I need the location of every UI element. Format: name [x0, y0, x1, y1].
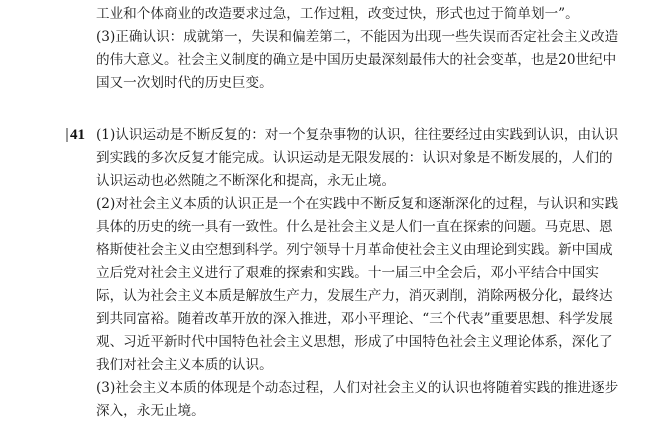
- text-line: (2)对社会主义本质的认识正是一个在实践中不断反复和逐渐深化的过程，与认识和实践: [96, 196, 619, 212]
- text-line: 具体的历史的统一具有一致性。什么是社会主义是人们一直在探索的问题。马克思、恩: [96, 219, 613, 235]
- text-line: (3)正确认识：成就第一，失误和偏差第二，不能因为出现一些失误而否定社会主义改造: [96, 29, 619, 45]
- text-line: (3)社会主义本质的体现是个动态过程，人们对社会主义的认识也将随着实践的推进逐步: [96, 380, 619, 396]
- text-line: 认识运动也必然随之不断深化和提高，永无止境。: [96, 173, 396, 189]
- text-line: 工业和个体商业的改造要求过急，工作过粗，改变过快，形式也过于简单划一”。: [96, 6, 579, 22]
- text-line: 到实践的多次反复才能完成。认识运动是无限发展的：认识对象是不断发展的，人们的: [96, 150, 613, 166]
- text-line: 际，认为社会主义本质是解放生产力，发展生产力，消灭剥削，消除两极分化，最终达: [96, 288, 613, 304]
- text-line: 观、习近平新时代中国特色社会主义思想，形成了中国特色社会主义理论体系，深化了: [96, 334, 613, 350]
- question-41-answer: [96, 124, 619, 423]
- text-line: 我们对社会主义本质的认识。: [96, 357, 273, 373]
- text-line: 格斯使社会主义由空想到科学。列宁领导十月革命使社会主义由理论到实践。新中国成: [96, 242, 613, 258]
- text-line: 深入，永无止境。: [96, 403, 205, 419]
- text-line: (1)认识运动是不断反复的：对一个复杂事物的认识，往往要经过由实践到认识，由认识: [96, 127, 619, 143]
- text-line: 立后党对社会主义进行了艰难的探索和实践。十一届三中全会后，邓小平结合中国实: [96, 265, 599, 281]
- text-line: 的伟大意义。社会主义制度的确立是中国历史最深刻最伟大的社会变革，也是20世纪中: [96, 52, 617, 68]
- text-line: 国又一次划时代的历史巨变。: [96, 75, 273, 91]
- previous-answer-continuation: [96, 3, 619, 95]
- question-marker-bar: [66, 128, 68, 142]
- question-number: 41: [70, 127, 85, 143]
- text-line: 到共同富裕。随着改革开放的深入推进，邓小平理论、“三个代表”重要思想、科学发展: [96, 311, 613, 327]
